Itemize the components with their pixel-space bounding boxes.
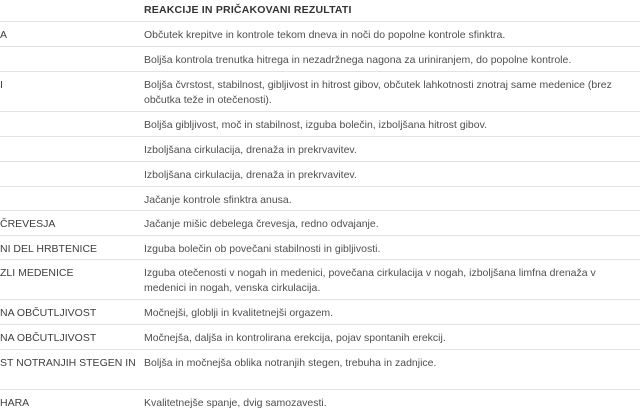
area-cell: A <box>0 29 8 41</box>
result-cell: Izboljšana cirkulacija, drenaža in prekrvavitev. <box>144 144 357 156</box>
area-cell: ZLI MEDENICE <box>0 267 74 279</box>
result-cell: Kvalitetnejše spanje, dvig samozavesti. <box>144 397 327 409</box>
result-cell: Jačanje mišic debelega črevesja, redno odvajanje. <box>144 218 379 230</box>
table-row <box>0 71 640 111</box>
table-row <box>0 324 640 349</box>
table-row <box>0 21 640 46</box>
result-cell: Izguba bolečin ob povečani stabilnosti in gibljivosti. <box>144 243 381 255</box>
table-row <box>0 299 640 324</box>
result-cell: Močnejši, globlji in kvalitetnejši orgazem. <box>144 307 334 319</box>
result-cell: Boljša kontrola trenutka hitrega in nezadržnega nagona za uriniranjem, do popolne kontrole. <box>144 54 572 66</box>
result-cell: Boljša in močnejša oblika notranjih stegen, trebuha in zadnjice. <box>144 357 437 369</box>
result-cell: Izboljšana cirkulacija, drenaža in prekrvavitev. <box>144 169 357 181</box>
table-row <box>0 259 640 299</box>
column-header-results: REAKCIJE IN PRIČAKOVANI REZULTATI <box>144 4 352 16</box>
result-cell: Izguba otečenosti v nogah in medenici, povečana cirkulacija v nogah, izboljšana limfna drenaža v medenici in nogah, venska cirkulacija. <box>144 267 596 294</box>
area-cell: NA OBČUTLJIVOST <box>0 307 97 319</box>
area-cell: NA OBČUTLJIVOST <box>0 332 97 344</box>
result-cell: Jačanje kontrole sfinktra anusa. <box>144 194 292 206</box>
table-row <box>0 46 640 71</box>
table-row <box>0 111 640 136</box>
result-cell: Boljša gibljivost, moč in stabilnost, izguba bolečin, izboljšana hitrost gibov. <box>144 119 487 131</box>
table-row <box>0 389 640 416</box>
table-row <box>0 210 640 235</box>
table-row <box>0 186 640 210</box>
result-cell: Močnejša, daljša in kontrolirana erekcija, pojav spontanih erekcij. <box>144 332 446 344</box>
table-row <box>0 235 640 259</box>
area-cell: ST NOTRANJIH STEGEN IN <box>0 357 136 369</box>
result-cell: Boljša čvrstost, stabilnost, gibljivost in hitrost gibov, občutek lahkotnosti znotraj same medenice (brez občutka teže in otečenosti). <box>144 79 612 106</box>
area-cell: I <box>0 79 3 91</box>
result-cell: Občutek krepitve in kontrole tekom dneva in noči do popolne kontrole sfinktra. <box>144 29 506 41</box>
table-row <box>0 161 640 186</box>
area-cell: HARA <box>0 397 30 409</box>
area-cell: NI DEL HRBTENICE <box>0 243 98 255</box>
area-cell: ČREVESJA <box>0 218 56 230</box>
table-row <box>0 349 640 389</box>
table-row <box>0 136 640 161</box>
